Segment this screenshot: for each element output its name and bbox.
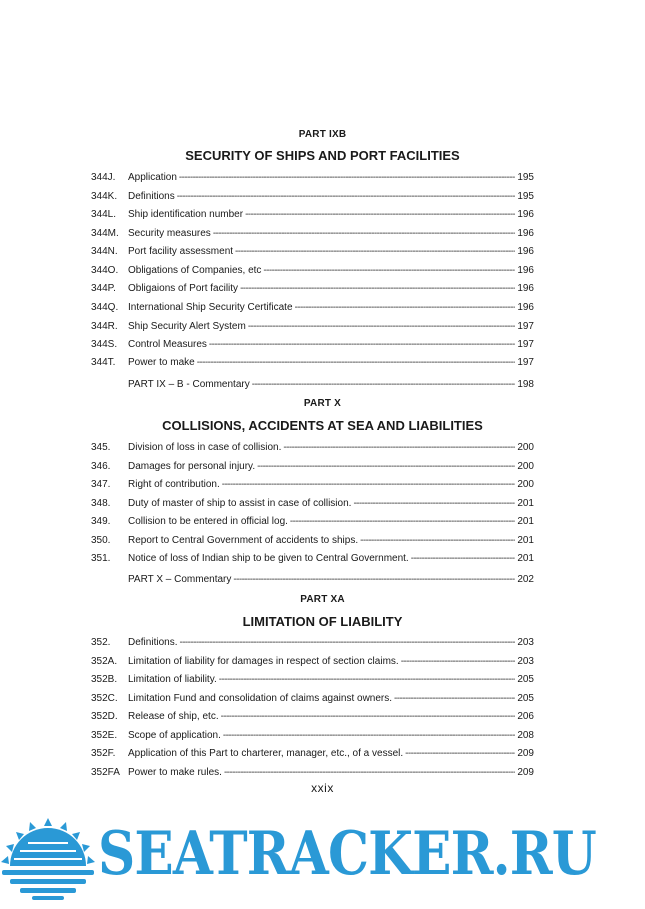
toc-entry[interactable] (91, 573, 534, 587)
page-reference: 201 (517, 498, 534, 509)
toc-entry[interactable] (91, 766, 534, 780)
section-number: 345. (91, 442, 111, 453)
toc-entry[interactable] (91, 710, 534, 724)
page-reference: 208 (517, 730, 534, 741)
section-number: 352A. (91, 656, 118, 667)
page-reference: 201 (517, 553, 534, 564)
entry-title: Application (128, 172, 177, 183)
dot-leader (295, 301, 516, 315)
section-heading: LIMITATION OF LIABILITY (242, 614, 403, 629)
section-number: 344N. (91, 246, 118, 257)
entry-title: PART IX – B - Commentary (128, 379, 250, 390)
page-reference: 200 (517, 479, 534, 490)
entry-title: Security measures (128, 228, 211, 239)
page-reference: 196 (517, 265, 534, 276)
entry-title: Power to make rules. (128, 767, 222, 778)
dot-leader (223, 729, 515, 743)
section-number: 352B. (91, 674, 118, 685)
toc-entry[interactable] (91, 320, 534, 334)
toc-entry[interactable] (91, 497, 534, 511)
section-number: 344M. (91, 228, 119, 239)
dot-leader (240, 282, 515, 296)
dot-leader (197, 356, 516, 370)
entry-title: Damages for personal injury. (128, 461, 256, 472)
sun-logo-icon (0, 816, 96, 902)
page-reference: 209 (517, 748, 534, 759)
dot-leader (263, 264, 515, 278)
dot-leader (252, 378, 516, 392)
dot-leader (177, 190, 516, 204)
toc-entry[interactable] (91, 171, 534, 185)
section-number: 348. (91, 498, 111, 509)
entry-title: Definitions (128, 191, 175, 202)
page-reference: 197 (517, 339, 534, 350)
page-reference: 197 (517, 321, 534, 332)
toc-entry[interactable] (91, 636, 534, 650)
page-reference: 205 (517, 693, 534, 704)
toc-entry[interactable] (91, 655, 534, 669)
page-reference: 200 (517, 442, 534, 453)
toc-entry[interactable] (91, 301, 534, 315)
section-number: 344J. (91, 172, 116, 183)
page-reference: 202 (517, 574, 534, 585)
dot-leader (213, 227, 516, 241)
section-number: 344T. (91, 357, 116, 368)
entry-title: PART X – Commentary (128, 574, 232, 585)
section-number: 352FA (91, 767, 120, 778)
entry-title: Power to make (128, 357, 195, 368)
toc-entry[interactable] (91, 460, 534, 474)
section-number: 352D. (91, 711, 118, 722)
toc-entry[interactable] (91, 208, 534, 222)
toc-entry[interactable] (91, 441, 534, 455)
toc-entry[interactable] (91, 245, 534, 259)
toc-entry[interactable] (91, 515, 534, 529)
watermark-text: SEATRACKER.RU (98, 819, 596, 889)
dot-leader (179, 636, 515, 650)
toc-entry[interactable] (91, 264, 534, 278)
toc-entry[interactable] (91, 282, 534, 296)
toc-entry[interactable] (91, 338, 534, 352)
watermark (0, 808, 645, 909)
toc-entry[interactable] (91, 378, 534, 392)
page-number: xxix (311, 781, 334, 795)
dot-leader (233, 573, 515, 587)
dot-leader (411, 552, 516, 566)
entry-title: Report to Central Government of accidents to ships. (128, 535, 359, 546)
dot-leader (179, 171, 515, 185)
toc-entry[interactable] (91, 552, 534, 566)
entry-title: Collision to be entered in official log. (128, 516, 288, 527)
toc-entry[interactable] (91, 190, 534, 204)
entry-title: Notice of loss of Indian ship to be given to Central Government. (128, 553, 409, 564)
page-reference: 196 (517, 302, 534, 313)
entry-title: Limitation Fund and consolidation of claims against owners. (128, 693, 393, 704)
section-number: 344L. (91, 209, 117, 220)
page-reference: 203 (517, 637, 534, 648)
entry-title: Obligations of Companies, etc (128, 265, 262, 276)
part-label: PART X (303, 398, 342, 409)
dot-leader (290, 515, 515, 529)
section-number: 344Q. (91, 302, 119, 313)
page-reference: 209 (517, 767, 534, 778)
page-reference: 201 (517, 535, 534, 546)
dot-leader (248, 320, 515, 334)
page-reference: 200 (517, 461, 534, 472)
entry-title: Division of loss in case of collision. (128, 442, 282, 453)
dot-leader (360, 534, 515, 548)
dot-leader (283, 441, 515, 455)
entry-title: Control Measures (128, 339, 207, 350)
section-number: 350. (91, 535, 111, 546)
page-reference: 206 (517, 711, 534, 722)
dot-leader (257, 460, 515, 474)
section-number: 352E. (91, 730, 118, 741)
page-reference: 196 (517, 283, 534, 294)
entry-title: Definitions. (128, 637, 178, 648)
section-number: 352. (91, 637, 111, 648)
page-reference: 196 (517, 209, 534, 220)
entry-title: Limitation of liability for damages in respect of section claims. (128, 656, 399, 667)
dot-leader (224, 766, 515, 780)
entry-title: Release of ship, etc. (128, 711, 219, 722)
toc-entry[interactable] (91, 673, 534, 687)
entry-title: Scope of application. (128, 730, 221, 741)
entry-title: Ship identification number (128, 209, 244, 220)
entry-title: Obligaions of Port facility (128, 283, 239, 294)
dot-leader (401, 655, 516, 669)
dot-leader (405, 747, 515, 761)
section-number: 352F. (91, 748, 116, 759)
page-reference: 195 (517, 191, 534, 202)
entry-title: Port facility assessment (128, 246, 234, 257)
dot-leader (353, 497, 515, 511)
toc-entry[interactable] (91, 729, 534, 743)
entry-title: Ship Security Alert System (128, 321, 246, 332)
toc-entry[interactable] (91, 227, 534, 241)
entry-title: Limitation of liability. (128, 674, 217, 685)
section-number: 344K. (91, 191, 118, 202)
page-reference: 196 (517, 228, 534, 239)
section-number: 347. (91, 479, 111, 490)
toc-entry[interactable] (91, 478, 534, 492)
toc-entry[interactable] (91, 356, 534, 370)
toc-entry[interactable] (91, 692, 534, 706)
entry-title: International Ship Security Certificate (128, 302, 293, 313)
section-heading: SECURITY OF SHIPS AND PORT FACILITIES (185, 148, 460, 163)
page-reference: 201 (517, 516, 534, 527)
toc-entry[interactable] (91, 534, 534, 548)
page-reference: 196 (517, 246, 534, 257)
page-reference: 195 (517, 172, 534, 183)
part-label: PART XA (300, 594, 345, 605)
dot-leader (245, 208, 515, 222)
section-number: 344S. (91, 339, 118, 350)
dot-leader (394, 692, 515, 706)
page-reference: 203 (517, 656, 534, 667)
dot-leader (209, 338, 515, 352)
part-label: PART IXB (298, 129, 347, 140)
page-reference: 197 (517, 357, 534, 368)
section-number: 344R. (91, 321, 118, 332)
dot-leader (219, 673, 516, 687)
section-number: 349. (91, 516, 111, 527)
page-reference: 198 (517, 379, 534, 390)
section-number: 344O. (91, 265, 119, 276)
dot-leader (235, 245, 515, 259)
entry-title: Application of this Part to charterer, manager, etc., of a vessel. (128, 748, 404, 759)
section-heading: COLLISIONS, ACCIDENTS AT SEA AND LIABILITIES (162, 418, 483, 433)
page-reference: 205 (517, 674, 534, 685)
section-number: 344P. (91, 283, 116, 294)
dot-leader (222, 478, 516, 492)
dot-leader (221, 710, 516, 724)
entry-title: Duty of master of ship to assist in case of collision. (128, 498, 352, 509)
section-number: 351. (91, 553, 111, 564)
toc-entry[interactable] (91, 747, 534, 761)
section-number: 346. (91, 461, 111, 472)
section-number: 352C. (91, 693, 118, 704)
entry-title: Right of contribution. (128, 479, 220, 490)
